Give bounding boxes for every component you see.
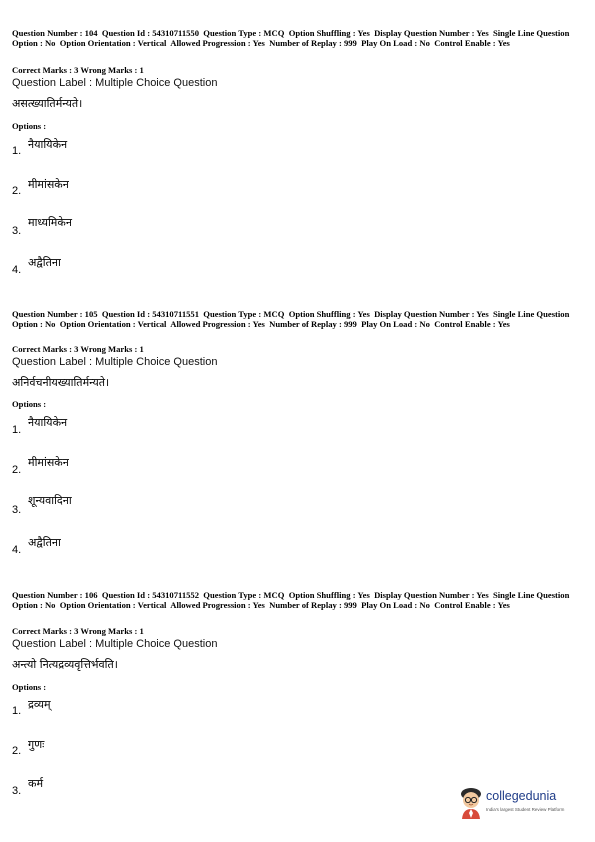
option-number: 1. <box>12 705 22 717</box>
option-number: 1. <box>12 145 22 157</box>
question-marks: Correct Marks : 3 Wrong Marks : 1 <box>12 344 144 354</box>
question-label: Question Label : Multiple Choice Question <box>12 356 218 368</box>
logo-tagline: India's largest Student Review Platform <box>486 807 565 812</box>
question-text: अनिर्वचनीयख्यातिर्मन्यते। <box>12 376 110 389</box>
option-text: मीमांसकेन <box>28 456 69 469</box>
option-text: द्रव्यम् <box>28 698 51 711</box>
option-text: गुणः <box>28 738 45 751</box>
option-text: नैयायिकेन <box>28 416 68 429</box>
options-heading: Options : <box>12 121 47 131</box>
option-number: 2. <box>12 745 22 757</box>
question-text: असत्ख्यातिर्मन्यते। <box>12 97 83 110</box>
option-text: शून्यवादिना <box>28 494 72 507</box>
question-meta: Question Number : 105 Question Id : 54310711551 Question Type : MCQ Option Shuffling : Yes Display Question Number : Yes Single Line Question Option : No Option Orientation : Vertical Allowed Progression : Yes Number of Replay : 999 Play On Load : No Control Enable : Yes <box>12 309 572 329</box>
option-number: 3. <box>12 225 22 237</box>
option-text: नैयायिकेन <box>28 138 68 151</box>
question-label: Question Label : Multiple Choice Question <box>12 77 218 89</box>
option-number: 1. <box>12 424 22 436</box>
options-heading: Options : <box>12 682 47 692</box>
option-text: अद्वैतिना <box>28 256 61 269</box>
option-text: कर्म <box>28 777 44 790</box>
question-marks: Correct Marks : 3 Wrong Marks : 1 <box>12 65 144 75</box>
option-number: 3. <box>12 504 22 516</box>
question-meta: Question Number : 106 Question Id : 54310711552 Question Type : MCQ Option Shuffling : Yes Display Question Number : Yes Single Line Question Option : No Option Orientation : Vertical Allowed Progression : Yes Number of Replay : 999 Play On Load : No Control Enable : Yes <box>12 590 572 610</box>
question-label: Question Label : Multiple Choice Question <box>12 638 218 650</box>
option-number: 2. <box>12 464 22 476</box>
option-text: अद्वैतिना <box>28 536 61 549</box>
student-mascot-icon <box>458 785 484 819</box>
question-text: अन्त्यो नित्यद्रव्यवृत्तिर्भवति। <box>12 658 118 671</box>
logo-wordmark: collegedunia <box>486 789 557 803</box>
option-number: 4. <box>12 544 22 556</box>
question-marks: Correct Marks : 3 Wrong Marks : 1 <box>12 626 144 636</box>
option-number: 2. <box>12 185 22 197</box>
option-text: मीमांसकेन <box>28 178 69 191</box>
option-text: माध्यमिकेन <box>28 216 72 229</box>
option-number: 3. <box>12 785 22 797</box>
options-heading: Options : <box>12 399 47 409</box>
option-number: 4. <box>12 264 22 276</box>
collegedunia-logo <box>458 785 583 825</box>
question-meta: Question Number : 104 Question Id : 54310711550 Question Type : MCQ Option Shuffling : Yes Display Question Number : Yes Single Line Question Option : No Option Orientation : Vertical Allowed Progression : Yes Number of Replay : 999 Play On Load : No Control Enable : Yes <box>12 28 572 48</box>
